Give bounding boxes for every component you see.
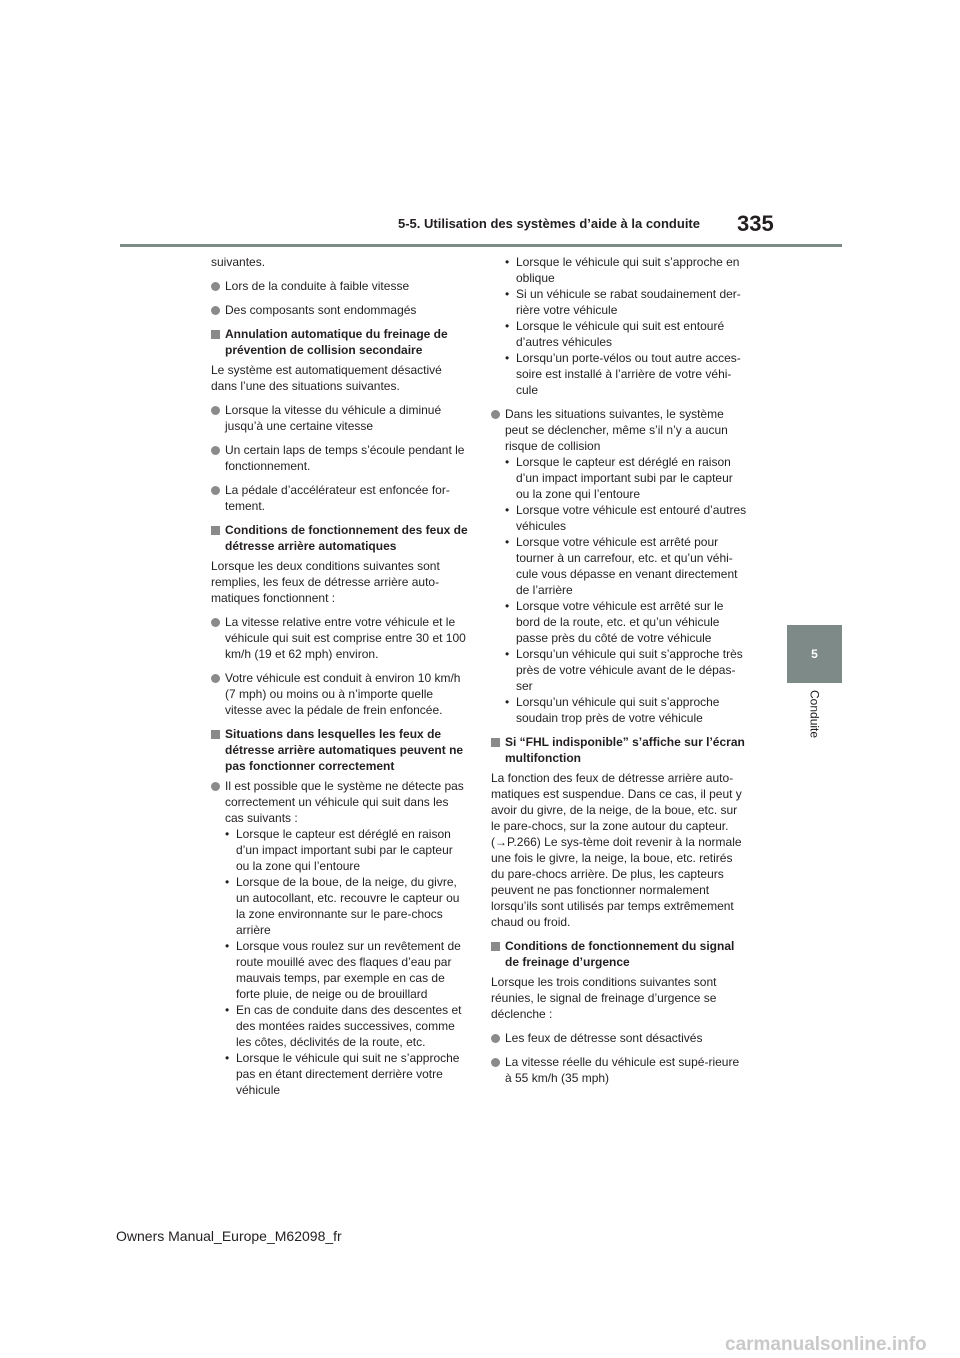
section-heading: Annulation automatique du freinage de prévention de collision secondaire (211, 326, 469, 358)
list-item: Lorsque la vitesse du véhicule a diminué jusqu’à une certaine vitesse (211, 402, 469, 434)
sub-list-item: • Lorsque votre véhicule est arrêté sur le bord de la route, etc. et qu’un véhicule passe près du côté de votre véhicule (505, 598, 749, 646)
section-title: 5-5. Utilisation des systèmes d’aide à la conduite (398, 216, 700, 231)
list-item: Un certain laps de temps s’écoule pendant le fonctionnement. (211, 442, 469, 474)
paragraph: Lorsque les deux conditions suivantes sont remplies, les feux de détresse arrière auto-matiques fonctionnent : (211, 559, 440, 605)
sub-list-item: • Lorsque de la boue, de la neige, du givre, un autocollant, etc. recouvre le capteur ou la zone environnante sur le pare-chocs arrière (225, 874, 469, 938)
footer-doc-id: Owners Manual_Europe_M62098_fr (116, 1228, 342, 1244)
page-number: 335 (737, 211, 774, 236)
section-heading: Si “FHL indisponible” s’affiche sur l’écran multifonction (491, 734, 749, 766)
section-heading: Conditions de fonctionnement des feux de détresse arrière automatiques (211, 522, 469, 554)
chapter-tab[interactable] (787, 625, 842, 683)
section-heading: Conditions de fonctionnement du signal de freinage d’urgence (491, 938, 749, 970)
list-item (211, 778, 469, 1098)
chapter-number: 5 (811, 647, 818, 661)
watermark: carmanualsonline.info (725, 1334, 927, 1355)
list-item: Les feux de détresse sont désactivés (491, 1030, 749, 1046)
sub-list-item: • Si un véhicule se rabat soudainement der-rière votre véhicule (505, 286, 749, 318)
sub-list-item: • Lorsque le véhicule qui suit ne s’approche pas en étant directement derrière votre véhicule (225, 1050, 469, 1098)
sub-list-item: • Lorsque votre véhicule est entouré d’autres véhicules (505, 502, 749, 534)
intro-text: suivantes. (211, 255, 266, 269)
bullet-text: Il est possible que le système ne détecte pas correctement un véhicule qui suit dans les cas suivants : (225, 779, 464, 825)
list-item: Lors de la conduite à faible vitesse (211, 278, 469, 294)
section-heading: Situations dans lesquelles les feux de détresse arrière automatiques peuvent ne pas fonctionner correctement (211, 726, 469, 774)
list-item (491, 406, 749, 726)
bullet-text: Dans les situations suivantes, le système peut se déclencher, même s’il n’y a aucun risque de collision (505, 407, 728, 453)
header-divider (120, 244, 842, 247)
sub-list (225, 826, 469, 1098)
sub-list-item: • Lorsque votre véhicule est arrêté pour tourner à un carrefour, etc. et qu’un véhi-cule vous dépasse en venant directement de l’arrière (505, 534, 749, 598)
list-item: Votre véhicule est conduit à environ 10 km/h (7 mph) ou moins ou à n’importe quelle vitesse avec la pédale de frein enfoncée. (211, 670, 469, 718)
sub-list-item: • Lorsque le capteur est déréglé en raison d’un impact important subi par le capteur ou la zone qui l’entoure (505, 454, 749, 502)
left-column (211, 254, 469, 1106)
sub-list-item: • Lorsque le capteur est déréglé en raison d’un impact important subi par le capteur ou la zone qui l’entoure (225, 826, 469, 874)
list-item: La pédale d’accélérateur est enfoncée for-tement. (211, 482, 469, 514)
sub-list-item: • En cas de conduite dans des descentes et des montées raides successives, comme les côtes, déclivités de la route, etc. (225, 1002, 469, 1050)
list-item: La vitesse réelle du véhicule est supé-rieure à 55 km/h (35 mph) (491, 1054, 749, 1086)
sub-list-item: • Lorsque vous roulez sur un revêtement de route mouillé avec des flaques d’eau par mauvais temps, par exemple en cas de forte pluie, de neige ou de brouillard (225, 938, 469, 1002)
paragraph: Lorsque les trois conditions suivantes sont réunies, le signal de freinage d’urgence se déclenche : (491, 975, 717, 1021)
paragraph: Le système est automatiquement désactivé dans l’une des situations suivantes. (211, 363, 442, 393)
sub-list-item: • Lorsqu’un véhicule qui suit s’approche très près de votre véhicule avant de le dépas-ser (505, 646, 749, 694)
sub-list-item: • Lorsque le véhicule qui suit s’approche en oblique (505, 254, 749, 286)
sub-list (505, 454, 749, 726)
sub-list-item: • Lorsqu’un porte-vélos ou tout autre acces-soire est installé à l’arrière de votre véhi-cule (505, 350, 749, 398)
list-item: Des composants sont endommagés (211, 302, 469, 318)
list-item: La vitesse relative entre votre véhicule et le véhicule qui suit est comprise entre 30 et 100 km/h (19 et 62 mph) environ. (211, 614, 469, 662)
sub-list-item: • Lorsque le véhicule qui suit est entouré d’autres véhicules (505, 318, 749, 350)
chapter-label: Conduite (807, 690, 822, 739)
paragraph: La fonction des feux de détresse arrière auto-matiques est suspendue. Dans ce cas, il peut y avoir du givre, de la neige, de la boue, etc. sur le pare-chocs, sur la zone autour du capteur. (→P.266) Le sys-tème doit revenir à la normale une fois le givre, la neige, la boue, etc. retirés du pare-chocs arrière. De plus, les capteurs peuvent ne pas fonctionner normalement lorsqu’ils sont utilisés par temps extrêmement chaud ou froid. (491, 771, 742, 929)
sub-list (505, 254, 749, 398)
right-column (491, 254, 749, 1094)
sub-list-item: • Lorsqu’un véhicule qui suit s’approche soudain trop près de votre véhicule (505, 694, 749, 726)
